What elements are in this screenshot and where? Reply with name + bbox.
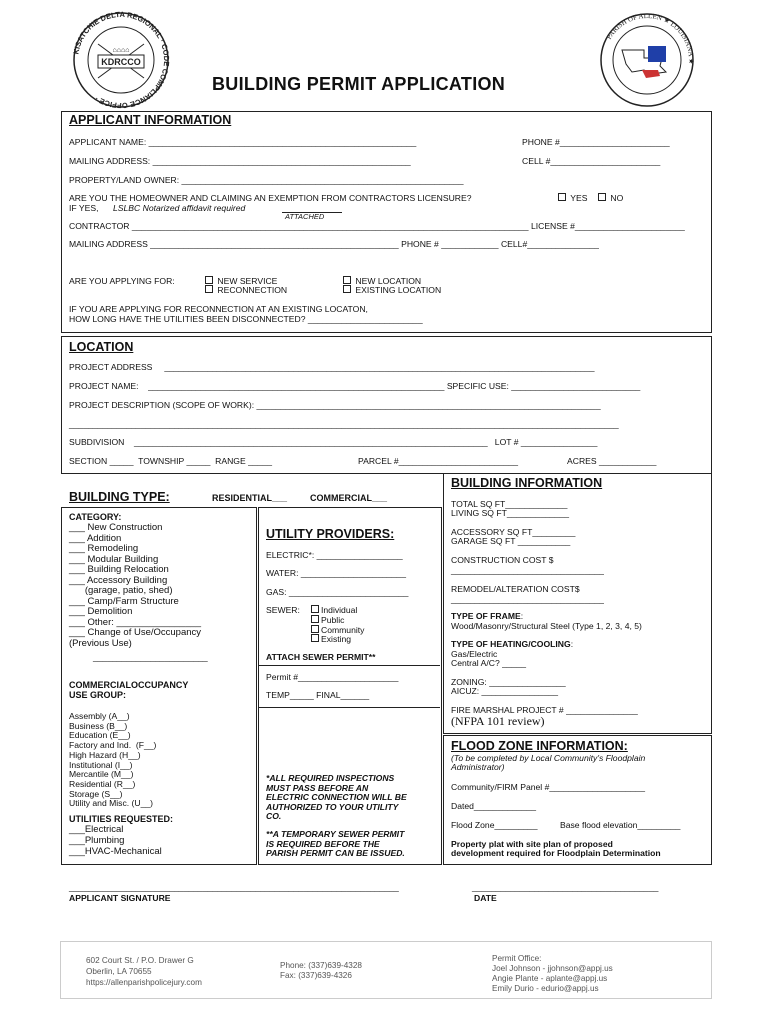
heating-type-value[interactable]: Gas/Electric <box>451 649 498 659</box>
footer-permit-office-label: Permit Office: <box>492 954 542 963</box>
footer-contact-email[interactable]: Angie Plante - aplante@appj.us <box>492 974 608 983</box>
note-line: PARISH PERMIT CAN BE ISSUED. <box>266 848 405 858</box>
category-item[interactable]: ___ Other: ________________ <box>69 616 202 628</box>
residential-option[interactable]: RESIDENTIAL___ <box>212 493 288 503</box>
category-item[interactable]: ___ Change of Use/Occupancy <box>69 627 202 638</box>
sewer-option-existing[interactable]: Existing <box>311 634 351 644</box>
attach-sewer-permit-label: ATTACH SEWER PERMIT** <box>266 652 376 662</box>
reconnection-checkbox[interactable] <box>205 285 213 293</box>
construction-cost-field[interactable]: ________________________________ <box>451 565 604 575</box>
occupancy-item[interactable]: Mercantile (M__) <box>69 769 134 780</box>
total-sqft-field[interactable]: TOTAL SQ FT_____________ <box>451 499 568 509</box>
disconnected-duration-field[interactable]: HOW LONG HAVE THE UTILITIES BEEN DISCONNECTED? ________________________ <box>69 314 423 324</box>
attached-label: ATTACHED <box>285 212 325 221</box>
occupancy-item[interactable]: Residential (R__) <box>69 778 136 789</box>
note-line: AUTHORIZED TO YOUR UTILITY <box>266 801 399 812</box>
occupancy-item[interactable]: High Hazard (H__) <box>69 749 141 760</box>
flood-note: Administrator) <box>451 762 505 772</box>
gas-field[interactable]: GAS: _________________________ <box>266 587 409 597</box>
cell-field[interactable]: CELL #_______________________ <box>522 156 661 166</box>
occupancy-heading: COMMERCIALOCCUPANCY <box>69 680 189 690</box>
date-label: DATE <box>474 893 497 903</box>
svg-text:KDRCCO: KDRCCO <box>101 57 141 67</box>
building-info-heading: BUILDING INFORMATION <box>451 476 603 490</box>
occupancy-item[interactable]: Business (B__) <box>69 720 128 731</box>
fire-marshal-field[interactable]: FIRE MARSHAL PROJECT # _______________ <box>451 705 638 715</box>
applying-for-label: ARE YOU APPLYING FOR: <box>69 276 175 286</box>
contractor-mailing-field[interactable]: MAILING ADDRESS ____________________________________________________ PHONE # ____________ CELL#_______________ <box>69 239 599 249</box>
note-line: *ALL REQUIRED INSPECTIONS <box>266 773 395 783</box>
footer-phone: Phone: (337)639-4328 <box>280 961 362 970</box>
project-name-field[interactable]: PROJECT NAME: ______________________________________________________________ SPECIFIC USE: ___________________________ <box>69 381 641 391</box>
footer-address-line: 602 Court St. / P.O. Drawer G <box>86 956 194 965</box>
sewer-checkbox[interactable] <box>311 605 319 613</box>
sewer-option-community[interactable]: Community <box>311 625 364 635</box>
footer-contact-box <box>60 941 712 999</box>
subdivision-field[interactable]: SUBDIVISION __________________________________________________________________________ LOT # ________________ <box>69 437 598 447</box>
utility-item[interactable]: ___HVAC-Mechanical <box>69 846 162 857</box>
category-item: (Previous Use) <box>69 637 132 649</box>
category-item[interactable]: ___ Building Relocation <box>69 564 169 575</box>
parcel-field[interactable]: PARCEL #_________________________ <box>358 456 519 466</box>
water-field[interactable]: WATER: ______________________ <box>266 568 406 578</box>
section-township-range-field[interactable]: SECTION _____ TOWNSHIP _____ RANGE _____ <box>69 456 273 466</box>
utilities-requested-heading: UTILITIES REQUESTED: <box>69 814 174 824</box>
reconnection-question: IF YOU ARE APPLYING FOR RECONNECTION AT AN EXISTING LOCATON, <box>69 304 368 314</box>
category-item[interactable]: ___ Accessory Building <box>69 574 168 586</box>
occupancy-item[interactable]: Factory and Ind. (F__) <box>69 740 157 751</box>
use-group-heading: USE GROUP: <box>69 690 127 700</box>
new-location-option[interactable]: NEW LOCATION <box>343 276 421 286</box>
living-sqft-field[interactable]: LIVING SQ FT_____________ <box>451 508 570 518</box>
land-owner-field[interactable]: PROPERTY/LAND OWNER: ___________________________________________________________ <box>69 175 464 185</box>
sewer-checkbox[interactable] <box>311 634 319 642</box>
occupancy-item[interactable]: Utility and Misc. (U__) <box>69 798 154 809</box>
location-heading: LOCATION <box>69 340 134 354</box>
new-location-checkbox[interactable] <box>343 276 351 284</box>
category-item[interactable]: ___ New Construction <box>69 522 163 533</box>
sewer-label: SEWER: <box>266 605 300 615</box>
date-line[interactable]: _______________________________________ <box>472 882 659 892</box>
flood-zone-heading: FLOOD ZONE INFORMATION: <box>451 739 628 753</box>
page-title: BUILDING PERMIT APPLICATION <box>212 74 506 94</box>
nfpa-review-label: (NFPA 101 review) <box>451 714 545 728</box>
category-label: CATEGORY: <box>69 512 122 522</box>
contractor-field[interactable]: CONTRACTOR ___________________________________________________________________________________ LICENSE #_______________________ <box>69 221 685 231</box>
homeowner-yes-option[interactable]: YES <box>558 193 587 203</box>
footer-contact-email[interactable]: Joel Johnson - jjohnson@appj.us <box>492 964 613 973</box>
note-line: CO. <box>266 811 282 821</box>
applicant-heading: APPLICANT INFORMATION <box>69 113 232 127</box>
occupancy-item[interactable]: Storage (S__) <box>69 788 123 799</box>
sewer-option-public[interactable]: Public <box>311 615 344 625</box>
footer-address-line: Oberlin, LA 70655 <box>86 967 152 976</box>
building-type-heading: BUILDING TYPE: <box>69 490 170 504</box>
aicuz-field[interactable]: AICUZ: ________________ <box>451 686 559 696</box>
project-address-field[interactable]: PROJECT ADDRESS __________________________________________________________________________________________ <box>69 362 595 372</box>
flood-note: (To be completed by Local Community's Floodplain <box>451 753 646 763</box>
affidavit-label: LSLBC Notarized affidavit required <box>113 203 246 213</box>
central-ac-field[interactable]: Central A/C? _____ <box>451 658 527 668</box>
note-line: **A TEMPORARY SEWER PERMIT <box>266 829 405 839</box>
sewer-option-individual[interactable]: Individual <box>311 605 357 615</box>
remodel-cost-field[interactable]: ________________________________ <box>451 594 604 604</box>
svg-text:PARISH OF ALLEN ★ LOUISIANA: PARISH OF ALLEN ★ LOUISIANA ★ <box>605 12 696 65</box>
no-checkbox[interactable] <box>598 193 606 201</box>
note-line: IS REQUIRED BEFORE THE <box>266 838 380 849</box>
occupancy-item[interactable]: Education (E__) <box>69 730 131 741</box>
category-item[interactable]: ___ Demolition <box>69 606 133 617</box>
applicant-name-field[interactable]: APPLICANT NAME: ________________________________________________________ <box>69 137 417 147</box>
phone-field[interactable]: PHONE #_______________________ <box>522 137 670 147</box>
new-service-checkbox[interactable] <box>205 276 213 284</box>
new-service-option[interactable]: NEW SERVICE <box>205 276 277 286</box>
signature-line[interactable]: _____________________________________________________________________ <box>69 882 399 892</box>
note-line: MUST PASS BEFORE AN <box>266 782 369 793</box>
yes-checkbox[interactable] <box>558 193 566 201</box>
footer-website-link[interactable]: https://allenparishpolicejury.com <box>86 978 202 987</box>
plat-requirement: Property plat with site plan of proposed <box>451 839 613 849</box>
flood-zone-field[interactable]: Flood Zone_________ <box>451 820 538 830</box>
heating-type-label: TYPE OF HEATING/COOLING: <box>451 639 574 649</box>
sewer-permit-field[interactable]: Permit #_____________________ <box>266 672 399 682</box>
footer-contact-email[interactable]: Emily Durio - edurio@appj.us <box>492 984 599 993</box>
occupancy-item[interactable]: Assembly (A__) <box>69 711 130 721</box>
homeowner-no-option[interactable]: NO <box>598 193 623 203</box>
footer-fax: Fax: (337)639-4326 <box>280 971 352 980</box>
category-item[interactable]: ___ Addition <box>69 532 122 544</box>
electric-field[interactable]: ELECTRIC*: __________________ <box>266 550 403 560</box>
commercial-option[interactable]: COMMERCIAL___ <box>310 493 388 503</box>
remodel-cost-label: REMODEL/ALTERATION COST$ <box>451 584 580 594</box>
zoning-field[interactable]: ZONING: ________________ <box>451 677 566 687</box>
accessory-sqft-field[interactable]: ACCESSORY SQ FT_________ <box>451 527 576 537</box>
svg-text:KISATCHIE DELTA REGIONAL · COD: KISATCHIE DELTA REGIONAL · CODE COMPLIANCE OFFICE · <box>71 10 172 110</box>
plat-requirement: development required for Floodplain Determination <box>451 848 661 858</box>
temp-final-field[interactable]: TEMP_____ FINAL______ <box>266 690 370 700</box>
utility-providers-heading: UTILITY PROVIDERS: <box>266 527 395 541</box>
project-description-field[interactable]: PROJECT DESCRIPTION (SCOPE OF WORK): ________________________________________________________________________ <box>69 400 601 410</box>
divider <box>258 707 440 708</box>
reconnection-option[interactable]: RECONNECTION <box>205 285 287 295</box>
previous-use-field[interactable]: ________________________ <box>93 652 208 662</box>
category-item[interactable]: ___ Remodeling <box>69 543 139 554</box>
if-yes-label: IF YES, <box>69 203 99 213</box>
mailing-address-field[interactable]: MAILING ADDRESS: ______________________________________________________ <box>69 156 411 166</box>
garage-sqft-field[interactable]: GARAGE SQ FT ___________ <box>451 536 571 546</box>
frame-type-value[interactable]: Wood/Masonry/Structural Steel (Type 1, 2, 3, 4, 5) <box>451 621 642 631</box>
firm-panel-field[interactable]: Community/FIRM Panel #____________________ <box>451 782 645 792</box>
category-item[interactable]: ___ Modular Building <box>69 553 159 565</box>
acres-field[interactable]: ACRES ____________ <box>567 456 657 466</box>
sewer-checkbox[interactable] <box>311 615 319 623</box>
existing-location-option[interactable]: EXISTING LOCATION <box>343 285 441 295</box>
utility-item[interactable]: ___Electrical <box>69 824 124 835</box>
dated-field[interactable]: Dated_____________ <box>451 801 537 811</box>
category-item: (garage, patio, shed) <box>69 585 173 596</box>
occupancy-item[interactable]: Institutional (I__) <box>69 759 133 770</box>
sewer-checkbox[interactable] <box>311 625 319 633</box>
category-item[interactable]: ___ Camp/Farm Structure <box>69 595 179 607</box>
project-description-line[interactable]: ___________________________________________________________________________________________________________________ <box>69 419 619 429</box>
note-line: ELECTRIC CONNECTION WILL BE <box>266 792 407 802</box>
frame-type-label: TYPE OF FRAME: <box>451 611 524 621</box>
svg-text:⌂⌂⌂⌂: ⌂⌂⌂⌂ <box>112 47 130 54</box>
kdrcco-seal-logo <box>62 10 180 110</box>
homeowner-question: ARE YOU THE HOMEOWNER AND CLAIMING AN EXEMPTION FROM CONTRACTORS LICENSURE? <box>69 193 472 203</box>
base-flood-elevation-field[interactable]: Base flood elevation_________ <box>560 820 681 830</box>
existing-location-checkbox[interactable] <box>343 285 351 293</box>
divider <box>258 665 440 666</box>
applicant-signature-label: APPLICANT SIGNATURE <box>69 893 171 903</box>
utility-item[interactable]: ___Plumbing <box>69 835 125 846</box>
construction-cost-label: CONSTRUCTION COST $ <box>451 555 554 565</box>
allen-parish-seal-logo <box>592 12 702 108</box>
